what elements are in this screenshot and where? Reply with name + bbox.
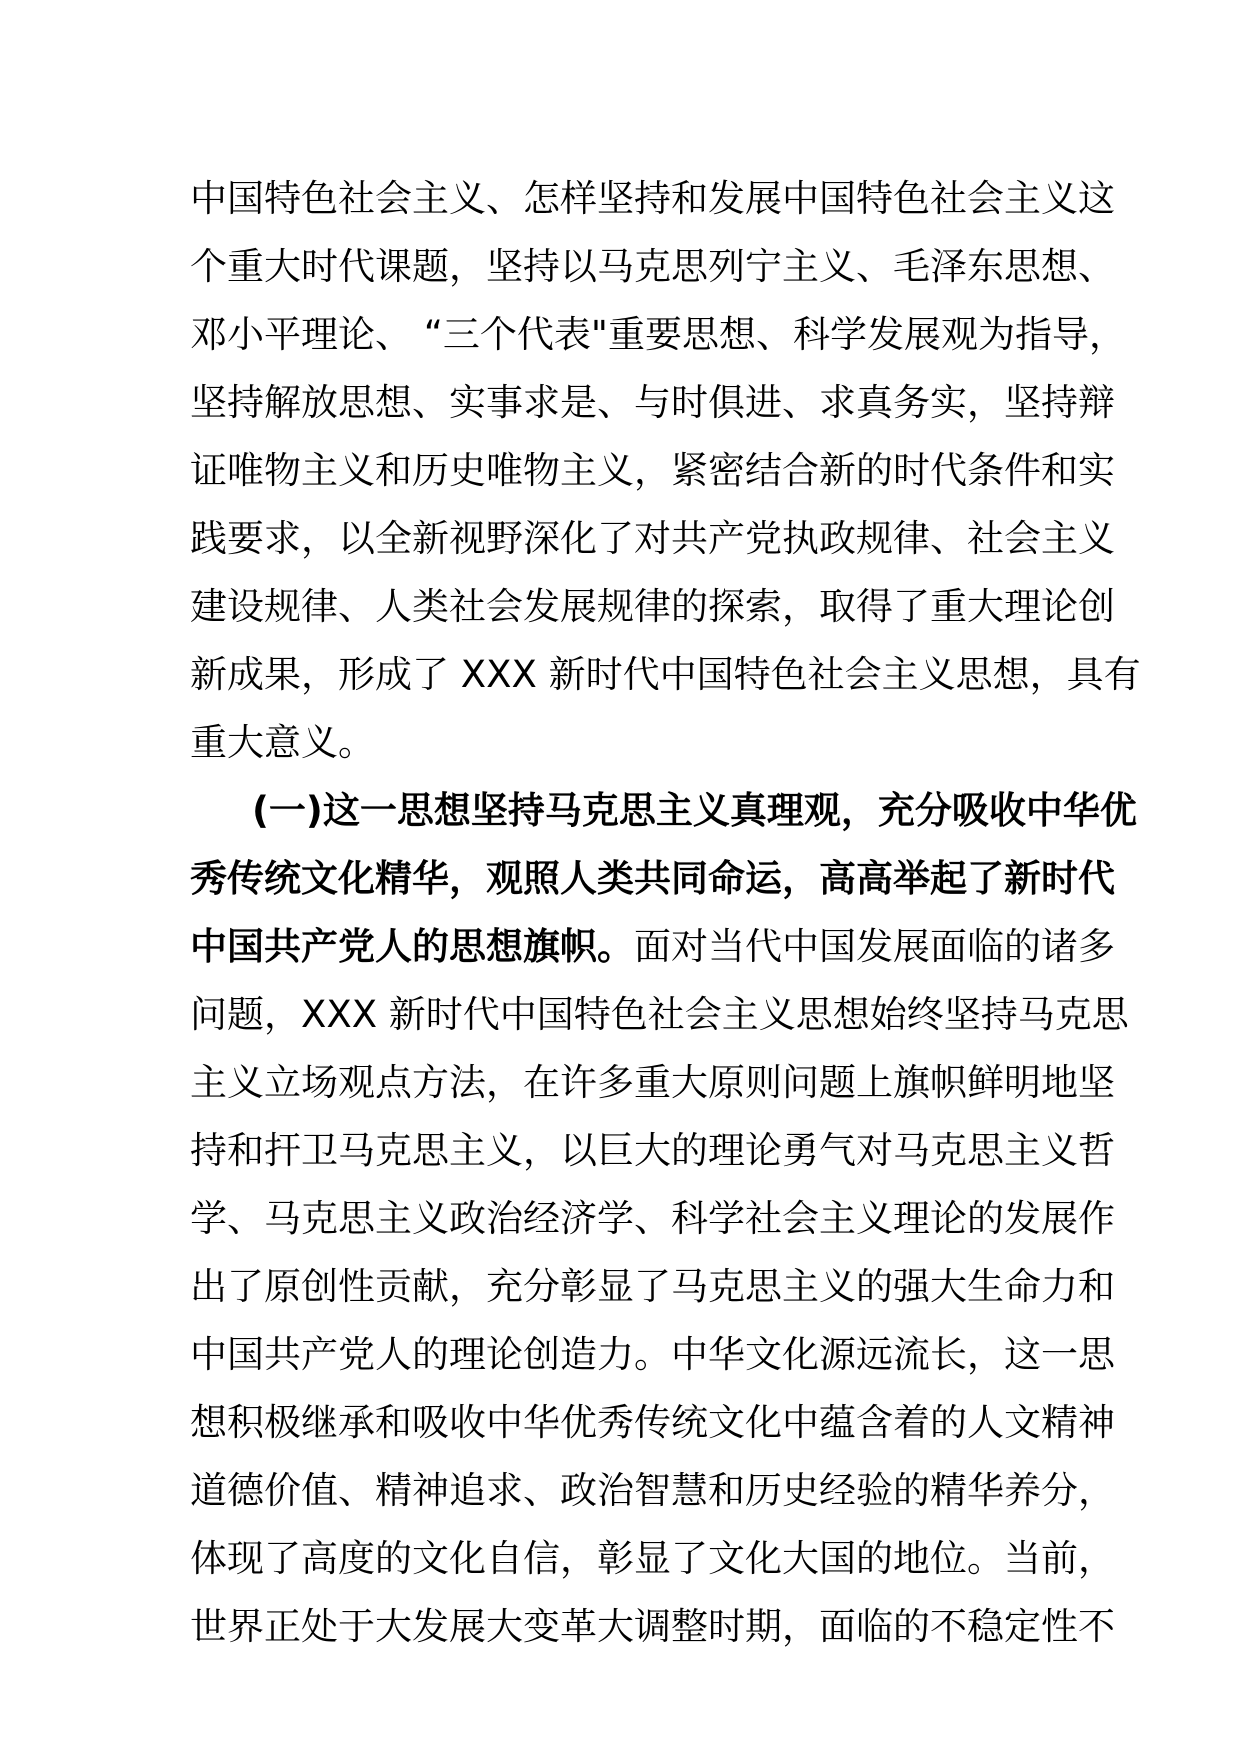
paragraph-2 bbox=[190, 777, 1137, 1661]
text-line: 道德价值、精神追求、政治智慧和历史经验的精华养分， bbox=[190, 1469, 1115, 1512]
text-line: 中国共产党人的理论创造力。中华文化源远流长，这一思 bbox=[190, 1333, 1115, 1376]
text-line: 体现了高度的文化自信，彰显了文化大国的地位。当前， bbox=[190, 1537, 1115, 1580]
text-line: 主义立场观点方法，在许多重大原则问题上旗帜鲜明地坚 bbox=[190, 1061, 1115, 1104]
section-heading-end: 中国共产党人的思想旗帜。 bbox=[190, 925, 634, 968]
text-line: 证唯物主义和历史唯物主义，紧密结合新的时代条件和实 bbox=[190, 449, 1115, 492]
text-line: 邓小平理论、 “三个代表"重要思想、科学发展观为指导， bbox=[190, 313, 1126, 356]
paragraph-1 bbox=[190, 165, 1141, 777]
text-line: 出了原创性贡献，充分彰显了马克思主义的强大生命力和 bbox=[190, 1265, 1115, 1308]
document-body bbox=[190, 165, 1141, 1661]
text-line: 世界正处于大发展大变革大调整时期，面临的不稳定性不 bbox=[190, 1605, 1115, 1648]
text-line-mixed bbox=[190, 913, 1115, 981]
text-line: 问题，XXX 新时代中国特色社会主义思想始终坚持马克思 bbox=[190, 993, 1129, 1036]
text-line: 重大意义。 bbox=[190, 721, 375, 764]
text-line: 想积极继承和吸收中华优秀传统文化中蕴含着的人文精神 bbox=[190, 1401, 1115, 1444]
section-heading-line: 秀传统文化精华，观照人类共同命运，高高举起了新时代 bbox=[190, 857, 1115, 900]
text-line: 学、马克思主义政治经济学、科学社会主义理论的发展作 bbox=[190, 1197, 1115, 1240]
text-line: 持和扞卫马克思主义，以巨大的理论勇气对马克思主义哲 bbox=[190, 1129, 1115, 1172]
text-run: 面对当代中国发展面临的诸多 bbox=[634, 925, 1115, 968]
text-line: 践要求，以全新视野深化了对共产党执政规律、社会主义 bbox=[190, 517, 1115, 560]
text-line: 新成果，形成了 XXX 新时代中国特色社会主义思想，具有 bbox=[190, 653, 1141, 696]
text-line: 建设规律、人类社会发展规律的探索，取得了重大理论创 bbox=[190, 585, 1115, 628]
text-line: 个重大时代课题，坚持以马克思列宁主义、毛泽东思想、 bbox=[190, 245, 1115, 288]
section-heading-line: (一)这一思想坚持马克思主义真理观，充分吸收中华优 bbox=[252, 789, 1137, 832]
text-line: 坚持解放思想、实事求是、与时俱进、求真务实，坚持辩 bbox=[190, 381, 1115, 424]
text-line: 中国特色社会主义、怎样坚持和发展中国特色社会主义这 bbox=[190, 177, 1115, 220]
